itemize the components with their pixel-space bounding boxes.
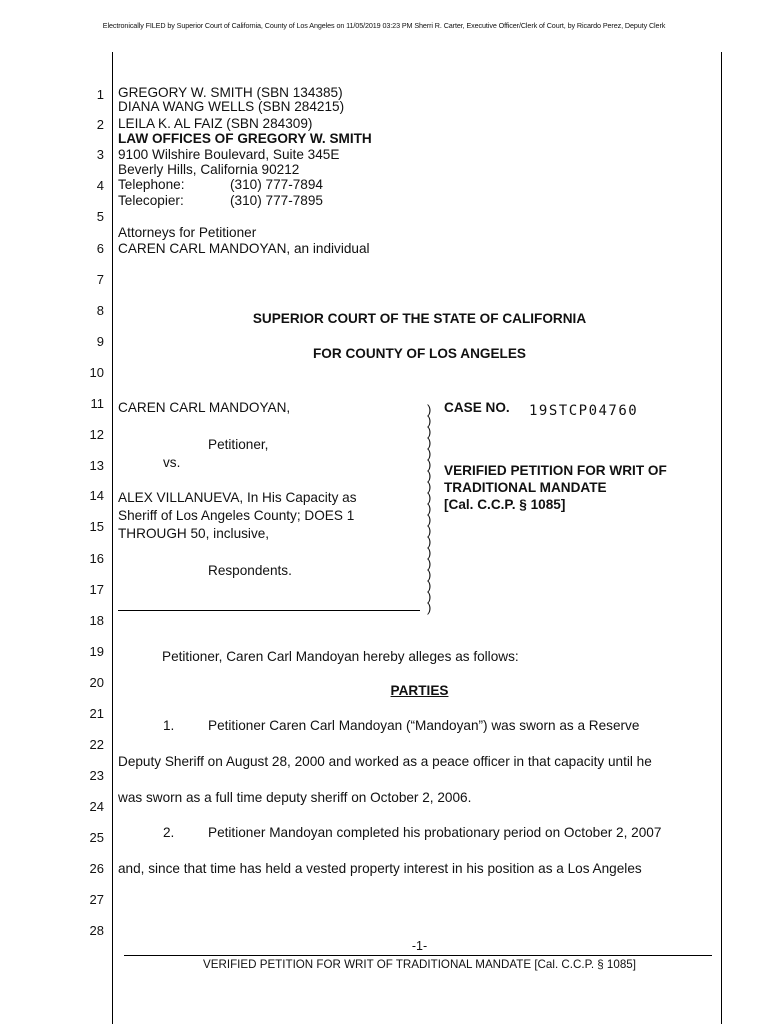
caption-paren: ): [427, 468, 432, 483]
paragraph-text: was sworn as a full time deputy sheriff on October 2, 2006.: [118, 790, 472, 805]
caption-paren: ): [427, 534, 432, 549]
line-number: 14: [89, 488, 104, 503]
line-number: 17: [89, 582, 104, 597]
line-number: 10: [89, 365, 104, 380]
caption-paren: ): [427, 556, 432, 571]
respondent-name: THROUGH 50, inclusive,: [118, 526, 270, 541]
line-number: 9: [96, 334, 104, 349]
phone-number: (310) 777-7894: [230, 177, 323, 192]
line-number: 13: [89, 458, 104, 473]
caption-paren: ): [427, 600, 432, 615]
line-number: 20: [89, 675, 104, 690]
respondent-name: Sheriff of Los Angeles County; DOES 1: [118, 508, 355, 523]
line-number: 23: [89, 768, 104, 783]
paragraph-text: Petitioner Mandoyan completed his probationary period on October 2, 2007: [208, 825, 662, 840]
line-number: 6: [96, 241, 104, 256]
line-number: 21: [89, 706, 104, 721]
paragraph-text: and, since that time has held a vested property interest in his position as a Los Angeles: [118, 861, 642, 876]
caption-underline: [118, 610, 420, 611]
line-number: 3: [96, 147, 104, 162]
line-number: 25: [89, 830, 104, 845]
respondent-name: ALEX VILLANUEVA, In His Capacity as: [118, 490, 357, 505]
caption-paren: ): [427, 512, 432, 527]
caption-paren: ): [427, 523, 432, 538]
paragraph-number: 2.: [163, 825, 175, 840]
client-name: CAREN CARL MANDOYAN, an individual: [118, 241, 370, 256]
attorney-name: GREGORY W. SMITH (SBN 134385): [118, 85, 343, 100]
petitioner-name: CAREN CARL MANDOYAN,: [118, 400, 291, 415]
caption-paren: ): [427, 490, 432, 505]
caption-paren: ): [427, 457, 432, 472]
line-number: 24: [89, 799, 104, 814]
footer-title: VERIFIED PETITION FOR WRIT OF TRADITIONAL MANDATE [Cal. C.C.P. § 1085]: [203, 958, 636, 971]
attorney-name: DIANA WANG WELLS (SBN 284215): [118, 99, 345, 114]
paragraph-number: 1.: [163, 718, 175, 733]
intro-paragraph: Petitioner, Caren Carl Mandoyan hereby alleges as follows:: [162, 649, 519, 664]
fax-number: (310) 777-7895: [230, 193, 323, 208]
line-number: 5: [96, 209, 104, 224]
line-number: 16: [89, 551, 104, 566]
paragraph-text: Deputy Sheriff on August 28, 2000 and worked as a peace officer in that capacity until he: [118, 754, 652, 769]
fax-label: Telecopier:: [118, 193, 184, 208]
document-title: TRADITIONAL MANDATE: [444, 480, 607, 495]
line-number: 8: [96, 303, 104, 318]
caption-paren: ): [427, 501, 432, 516]
caption-paren: ): [427, 479, 432, 494]
right-margin-rule: [721, 52, 722, 1024]
line-number: 2: [96, 117, 104, 132]
document-title: VERIFIED PETITION FOR WRIT OF: [444, 463, 667, 478]
caption-paren: ): [427, 578, 432, 593]
caption-paren: ): [427, 545, 432, 560]
petitioner-role: Petitioner,: [208, 437, 269, 452]
phone-label: Telephone:: [118, 177, 185, 192]
case-number-label: CASE NO.: [444, 400, 510, 415]
case-number: 19STCP04760: [529, 403, 639, 419]
filing-stamp: Electronically FILED by Superior Court of California, County of Los Angeles on 11/05/2019 03:23 PM Sherri R. Carter, Executive Officer/Clerk of Court, by Ricardo Perez, Deputy Clerk: [102, 21, 666, 30]
line-number: 19: [89, 644, 104, 659]
left-margin-rule: [112, 52, 113, 1024]
firm-address: Beverly Hills, California 90212: [118, 162, 300, 177]
line-number: 1: [96, 87, 104, 102]
firm-name: LAW OFFICES OF GREGORY W. SMITH: [118, 131, 372, 146]
court-name: SUPERIOR COURT OF THE STATE OF CALIFORNIA: [252, 311, 587, 326]
court-county: FOR COUNTY OF LOS ANGELES: [313, 346, 526, 361]
line-number: 4: [96, 178, 104, 193]
line-number: 28: [89, 923, 104, 938]
line-number: 7: [96, 272, 104, 287]
footer-rule: [124, 955, 712, 956]
line-number: 18: [89, 613, 104, 628]
line-number: 15: [89, 519, 104, 534]
caption-paren: ): [427, 567, 432, 582]
attorneys-for: Attorneys for Petitioner: [118, 225, 257, 240]
caption-paren: ): [427, 413, 432, 428]
section-heading: PARTIES: [390, 683, 449, 698]
firm-address: 9100 Wilshire Boulevard, Suite 345E: [118, 147, 340, 162]
caption-paren: ): [427, 446, 432, 461]
line-number: 26: [89, 861, 104, 876]
line-number: 22: [89, 737, 104, 752]
line-number: 11: [90, 396, 104, 411]
caption-paren: ): [427, 402, 432, 417]
versus: vs.: [163, 455, 181, 470]
line-number: 12: [89, 427, 104, 442]
respondent-role: Respondents.: [208, 563, 292, 578]
paragraph-text: Petitioner Caren Carl Mandoyan (“Mandoyan”) was sworn as a Reserve: [208, 718, 640, 733]
caption-paren: ): [427, 589, 432, 604]
document-citation: [Cal. C.C.P. § 1085]: [444, 497, 566, 512]
line-number: 27: [89, 892, 104, 907]
caption-paren: ): [427, 424, 432, 439]
attorney-name: LEILA K. AL FAIZ (SBN 284309): [118, 116, 313, 131]
page-number: -1-: [411, 939, 428, 953]
caption-paren: ): [427, 435, 432, 450]
